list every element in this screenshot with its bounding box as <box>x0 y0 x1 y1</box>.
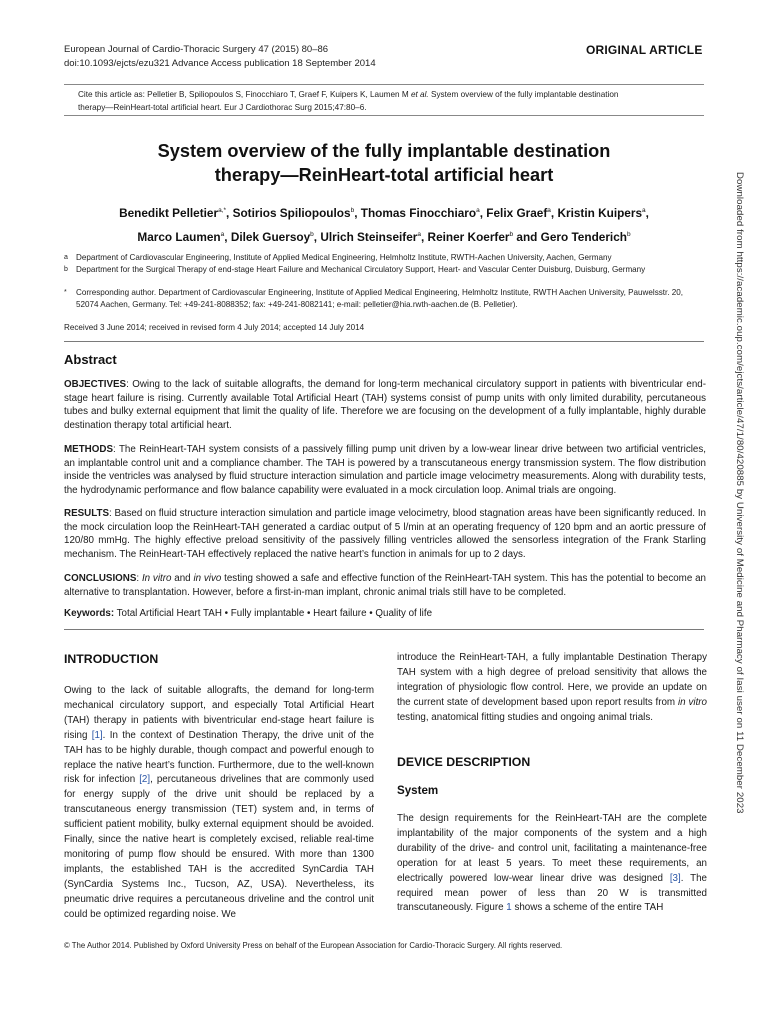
author-name: and Gero Tenderich <box>513 230 627 244</box>
system-subheading: System <box>397 784 439 797</box>
author-separator: , <box>645 206 649 220</box>
author-name: , Felix Graef <box>479 206 548 220</box>
system-text: shows a scheme of the entire TAH <box>511 902 664 914</box>
author-affil-mark: a <box>476 207 480 214</box>
author-name: , Thomas Finocchiaro <box>354 206 477 220</box>
cite-et-al: et al. <box>410 90 429 99</box>
intro-cont-text: testing, anatomical fitting studies and ongoing animal trials. <box>397 711 653 723</box>
affiliation-text: Department of Cardiovascular Engineering, Institute of Applied Medical Engineering, Helmholtz Institute, RWTH-Aachen University, Aachen, Germany <box>76 253 612 262</box>
system-paragraph <box>397 812 707 916</box>
system-text: The design requirements for the ReinHeart-TAH are the complete implantability of the major components of the system and a high durability of the drive- and control unit, facilitating a maintenance-free operation for at least 5 years. To meet these requirements, an electrically powered low-wear linear drive was designed <box>397 813 707 884</box>
title-line-2: therapy—ReinHeart-total artificial heart <box>214 165 554 185</box>
system-text: . The required mean power of less than 20 W is transmitted transcutaneously. Figure <box>397 872 707 914</box>
author-name: , Ulrich Steinseifer <box>313 230 418 244</box>
cite-text-mid: System overview of the fully implantable destination <box>428 90 619 99</box>
reference-link[interactable]: [2] <box>139 774 151 786</box>
author-affil-mark: a,* <box>218 207 227 214</box>
cite-box <box>64 84 704 116</box>
author-list <box>64 200 704 248</box>
doi-line: doi:10.1093/ejcts/ezu321 Advance Access publication 18 September 2014 <box>64 58 376 69</box>
intro-paragraph <box>64 684 374 923</box>
intro-cont-italic: in vitro <box>677 696 707 708</box>
keywords-text: Total Artificial Heart TAH • Fully implantable • Heart failure • Quality of life <box>114 608 433 619</box>
results-text: : Based on fluid structure interaction simulation and particle image velocimetry, blood stagnation areas have been significantly reduced. In the mock circulation loop the ReinHeart-TAH generated a cardiac output of 5 l/min at an operating frequency of 120 bpm and an aortic pressure of 120/80 mmHg. The highly effective preload sensitivity of the passively filling ventricles allowed the sensorless integration of the Frank Starling mechanism. The ReinHeart-TAH effectively replaced the native heart’s function in animals for up to 2 days. <box>64 508 706 560</box>
article-title <box>64 139 704 187</box>
abstract-results <box>64 507 706 561</box>
author-line-2 <box>64 224 704 248</box>
figure-link[interactable]: 1 <box>506 902 512 914</box>
affiliation-b <box>64 264 704 276</box>
author-affil-mark: a <box>547 207 551 214</box>
author-name: , Kristin Kuipers <box>550 206 643 220</box>
journal-line: European Journal of Cardio-Thoracic Surgery 47 (2015) 80–86 <box>64 44 329 55</box>
article-type-label: ORIGINAL ARTICLE <box>586 43 703 57</box>
reference-link[interactable]: [3] <box>669 872 681 884</box>
conclusions-text: testing showed a safe and effective function of the ReinHeart-TAH system. This has the potential to become an alternative to transplantation. However, before a first-in-man implant, chronic animal trials still have to be completed. <box>64 573 707 598</box>
device-description-heading: DEVICE DESCRIPTION <box>397 755 531 769</box>
methods-text: : The ReinHeart-TAH system consists of a passively filling pump unit driven by a low-wear linear drive between two artificial ventricles, an implantable control unit and a compliance chamber. The TAH is powered by a transcutaneous energy transmission system. The flow distribution inside the ventricles was analysed by fluid structure interaction simulation and particle image velocimetry measurements. Along with durability tests, the hydrodynamic performance and flow balance capability were evaluated in a mock circulation loop. Animal trials are ongoing. <box>64 444 706 496</box>
title-line-1: System overview of the fully implantable destination <box>157 141 611 161</box>
author-name: Marco Laumen <box>137 230 221 244</box>
download-sidebar <box>730 172 750 984</box>
intro-text: . In the context of Destination Therapy, the drive unit of the TAH has to be highly durable, though compact and powerful enough to replace the native heart’s function. Furthermore, due to the well-known risk for infection <box>64 729 374 786</box>
methods-label: METHODS <box>64 444 113 455</box>
affiliation-mark: b <box>64 266 68 273</box>
reference-link[interactable]: [1] <box>91 729 103 741</box>
keywords-label: Keywords: <box>64 608 115 619</box>
abstract-heading: Abstract <box>64 352 117 367</box>
author-affil-mark: b <box>509 231 514 238</box>
download-note: Downloaded from https://academic.oup.com/ejcts/article/47/1/80/420885 by University of Medicine and Pharmacy of Iasi user on 11 December 2023 <box>734 172 745 814</box>
objectives-text: : Owing to the lack of suitable allografts, the demand for long-term mechanical circulatory support in patients with biventricular end-stage heart failure is rising. Currently available Total Artificial Heart (TAH) systems consist of pump units with only limited durability, percutaneous tubes and bulky external equipment that limit the quality of life. Therefore we are focusing on the development of a fully implantable, highly durable destination therapy total artificial heart. <box>64 379 706 431</box>
affiliation-a <box>64 252 704 264</box>
divider <box>64 341 704 342</box>
cite-text-line2: therapy—ReinHeart-total artificial heart. Eur J Cardiothorac Surg 2015;47:80–6. <box>78 102 367 112</box>
intro-heading: INTRODUCTION <box>64 652 159 666</box>
conclusions-label: CONCLUSIONS <box>64 573 137 584</box>
divider <box>64 629 704 630</box>
conclusions-and: and <box>171 573 194 584</box>
affiliation-mark: a <box>64 254 68 261</box>
author-affil-mark: b <box>626 231 631 238</box>
abstract-methods <box>64 443 706 497</box>
journal-citation-header <box>64 43 376 71</box>
author-affil-mark: b <box>310 231 314 238</box>
author-name: , Sotirios Spiliopoulos <box>226 206 351 220</box>
author-affil-mark: b <box>350 207 355 214</box>
conclusions-italic: In vitro <box>141 573 172 584</box>
author-name: Benedikt Pelletier <box>119 206 219 220</box>
conclusions-pre: : <box>136 573 142 584</box>
intro-continued-paragraph <box>397 651 707 726</box>
corresponding-author <box>64 287 704 310</box>
author-name: , Reiner Koerfer <box>421 230 510 244</box>
intro-text: Owing to the lack of suitable allografts, the demand for long-term mechanical circulatory support, and especially Total Artificial Heart (TAH) therapy in patients with biventricular end-stage heart failure is rising <box>64 685 374 741</box>
received-dates: Received 3 June 2014; received in revised form 4 July 2014; accepted 14 July 2014 <box>64 323 365 332</box>
objectives-label: OBJECTIVES <box>64 379 127 390</box>
conclusions-italic: in vivo <box>193 573 222 584</box>
abstract-conclusions <box>64 572 706 599</box>
abstract-objectives <box>64 378 706 432</box>
author-affil-mark: a <box>642 207 646 214</box>
cite-text-start: Cite this article as: Pelletier B, Spiliopoulos S, Finocchiaro T, Graef F, Kuipers K, Laumen M <box>78 90 411 99</box>
corresponding-mark: * <box>64 289 67 296</box>
author-name: , Dilek Guersoy <box>224 230 311 244</box>
copyright-footer: © The Author 2014. Published by Oxford University Press on behalf of the European Association for Cardio-Thoracic Surgery. All rights reserved. <box>64 941 563 950</box>
corresponding-text: Corresponding author. Department of Cardiovascular Engineering, Institute of Applied Medical Engineering, Helmholtz Institute, RWTH Aachen University, Pauwelsstr. 20, 52074 Aachen, Germany. Tel: +49-241-8088352; fax: +49-241-8082141; e-mail: pelletier@hia.rwth-aachen.de (B. Pelletier). <box>76 288 684 309</box>
intro-text: , percutaneous drivelines that are commonly used for energy supply of the drive unit should be replaced by a transcutaneous energy transmission (TET) system and, in terms of sufficient patient mobility, bulky external equipment should be avoided. Finally, since the native heart is completely excised, reliable real-time monitoring of pump flow should be ensured. With more than 1300 implants, the established TAH is the accredited SynCardia TAH (SynCardia Systems Inc., Tucson, AZ, USA). Nevertheless, its pneumatic drive requires a percutaneous driveline and the control unit could be optimized regarding noise. We <box>64 774 374 920</box>
affiliation-text: Department for the Surgical Therapy of end-stage Heart Failure and Mechanical Circulatory Support, Heart- and Vascular Center Duisburg, Duisburg, Germany <box>76 265 646 274</box>
author-line-1 <box>64 200 704 224</box>
intro-cont-text: introduce the ReinHeart-TAH, a fully implantable Destination Therapy TAH system with a high degree of preload sensitivity that allows the integration of physiologic flow control. Here, we provide an update on the current state of development based upon report results from <box>397 652 707 708</box>
results-label: RESULTS <box>64 508 109 519</box>
author-affil-mark: a <box>417 231 421 238</box>
keywords <box>64 607 706 621</box>
author-affil-mark: a <box>220 231 225 238</box>
